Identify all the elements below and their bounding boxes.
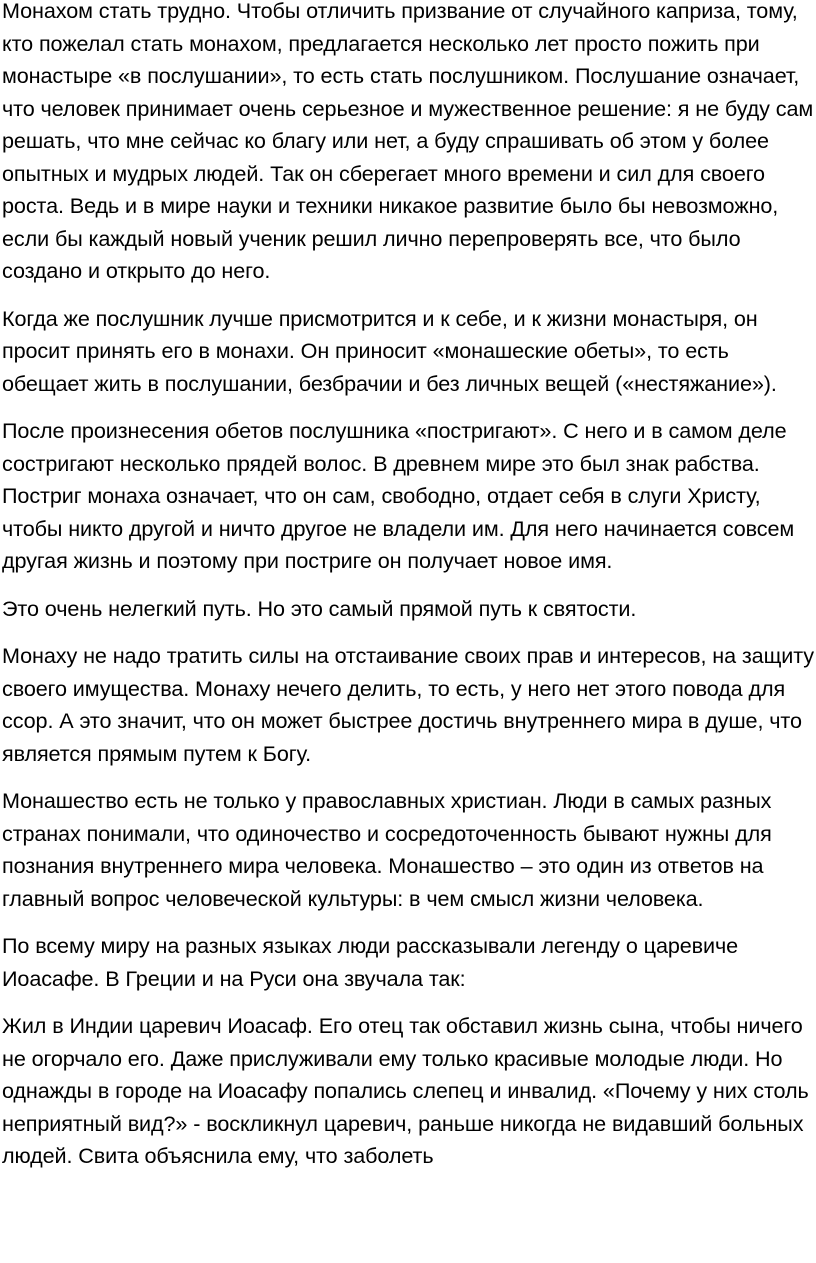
paragraph-monasticism: Монашество есть не только у православных христиан. Люди в самых разных странах понимали, что одиночество и сосредоточенность бывают нужны для познания внутреннего мира человека. Монашество – это один из ответов на главный вопрос человеческой культуры: в чем смысл жизни человека. (2, 788, 772, 911)
paragraph-legend-intro: По всему миру на разных языках люди рассказывали легенду о царевиче Иоасафе. В Греции и на Руси она звучала так: (2, 933, 739, 991)
paragraph-novitiate: Монахом стать трудно. Чтобы отличить призвание от случайного каприза, тому, кто пожелал стать монахом, предлагается несколько лет просто пожить при монастыре «в послушании», то есть стать послушником. Послушание означает, что человек принимает очень серьезное и мужественное решение: я не буду сам решать, что мне сейчас ко благу или нет, а буду спрашивать об этом у более опытных и мудрых людей. Так он сберегает много времени и сил для своего роста. Ведь и в мире науки и техники никакое развитие было бы невозможно, если бы каждый новый ученик решил лично перепроверять все, что было создано и открыто до него. (2, 0, 814, 283)
paragraph-property: Монаху не надо тратить силы на отстаивание своих прав и интересов, на защиту своего имущества. Монаху нечего делить, то есть, у него нет этого повода для ссор. А это значит, что он может быстрее достичь внутреннего мира в душе, что является прямым путем к Богу. (2, 643, 814, 766)
paragraph-path: Это очень нелегкий путь. Но это самый прямой путь к святости. (2, 595, 637, 621)
paragraph-vows: Когда же послушник лучше присмотрится и к себе, и к жизни монастыря, он просит принять его в монахи. Он приносит «монашеские обеты», то есть обещает жить в послушании, безбрачии и без личных вещей («нестяжание»). (2, 305, 777, 396)
paragraph-legend: Жил в Индии царевич Иоасаф. Его отец так обставил жизнь сына, чтобы ничего не огорчало его. Даже прислуживали ему только красивые молодые люди. Но однажды в городе на Иоасафу попались слепец и инвалид. «Почему у них столь неприятный вид?» - воскликнул царевич, раньше никогда не видавший больных людей. Свита объяснила ему, что заболеть (2, 1013, 809, 1168)
paragraph-tonsure: После произнесения обетов послушника «постригают». С него и в самом деле состригают несколько прядей волос. В древнем мире это был знак рабства. Постриг монаха означает, что он сам, свободно, отдает себя в слуги Христу, чтобы никто другой и ничто другое не владели им. Для него начинается совсем другая жизнь и поэтому при постриге он получает новое имя. (2, 418, 795, 573)
